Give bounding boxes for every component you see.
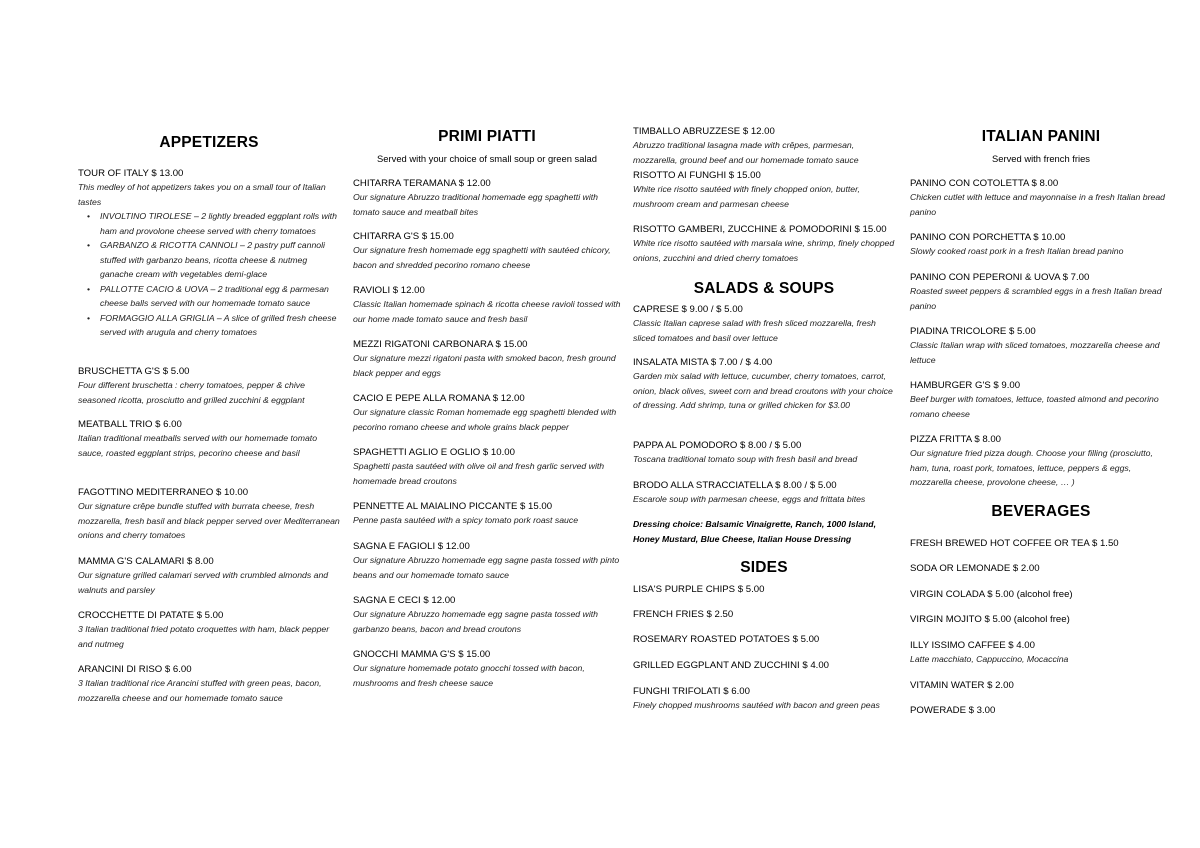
menu-item [353,595,621,636]
item-name: CHITARRA TERAMANA $ 12.00 [353,178,491,189]
menu-item [633,609,895,621]
item-desc: Garden mix salad with lettuce, cucumber, cherry tomatoes, carrot, onion, black olives, sweet corn and bread croutons with your choice of dressing. Add shrimp, tuna or grilled chicken for $3.00 [633,371,893,410]
item-name: GRILLED EGGPLANT AND ZUCCHINI $ 4.00 [633,660,830,671]
item-name: MEZZI RIGATONI CARBONARA $ 15.00 [353,339,528,350]
menu-item [910,326,1172,367]
item-name: TIMBALLO ABRUZZESE $ 12.00 [633,126,775,137]
menu-item [910,563,1172,575]
item-desc: Finely chopped mushrooms sautéed with bacon and green peas [633,700,880,710]
menu-item [353,649,621,690]
item-desc: Escarole soup with parmesan cheese, eggs and frittata bites [633,494,866,504]
item-name: HAMBURGER G'S $ 9.00 [910,380,1021,391]
item-name: FRESH BREWED HOT COFFEE OR TEA $ 1.50 [910,538,1119,549]
item-name: FAGOTTINO MEDITERRANEO $ 10.00 [78,487,249,498]
menu-item [910,614,1172,626]
menu-item [353,501,621,528]
menu-item [910,434,1172,490]
menu-item [78,419,340,460]
item-desc: Our signature fried pizza dough. Choose your filling (prosciutto, ham, tuna, roast pork, tomatoes, lettuce, peppers & eggs, mozzarella cheese, provolone cheese, … ) [910,448,1153,487]
item-desc: Our signature classic Roman homemade egg spaghetti blended with pecorino romano cheese and whole grains black pepper [353,407,617,432]
menu-item [633,224,895,265]
item-desc: Latte macchiato, Cappuccino, Mocaccina [910,654,1069,664]
item-desc: Our signature Abruzzo homemade egg sagne pasta tossed with garbanzo beans, bacon and bread croutons [353,609,599,634]
menu-item [633,304,895,345]
menu-item [633,170,895,211]
item-desc: Roasted sweet peppers & scrambled eggs in a fresh Italian bread panino [910,286,1162,311]
item-name: RISOTTO AI FUNGHI $ 15.00 [633,170,761,181]
menu-item [78,556,340,597]
item-name: SAGNA E FAGIOLI $ 12.00 [353,541,470,552]
sides-heading: SIDES [740,559,788,576]
menu-item [78,366,340,407]
menu-item [633,480,895,507]
menu-item [910,705,1172,717]
item-desc: Classic Italian caprese salad with fresh sliced mozzarella, fresh sliced tomatoes and basil over lettuce [633,318,876,343]
item-name: POWERADE $ 3.00 [910,705,996,716]
item-desc: 3 Italian traditional rice Arancini stuffed with green peas, bacon, mozzarella cheese and our homemade tomato sauce [78,678,322,703]
item-name: LISA'S PURPLE CHIPS $ 5.00 [633,584,765,595]
item-name: CAPRESE $ 9.00 / $ 5.00 [633,304,743,315]
item-name: MAMMA G'S CALAMARI $ 8.00 [78,556,214,567]
menu-item [353,339,621,380]
item-desc: Classic Italian wrap with sliced tomatoes, mozzarella cheese and lettuce [910,340,1160,365]
panini-subtitle: Served with french fries [992,153,1090,164]
menu-item [78,610,340,651]
menu-item [78,664,340,705]
item-name: GNOCCHI MAMMA G'S $ 15.00 [353,649,491,660]
menu-item [910,640,1172,667]
item-desc: This medley of hot appetizers takes you on a small tour of Italian tastes [78,182,326,207]
item-desc: White rice risotto sautéed with marsala wine, shrimp, finely chopped onions, zucchini and dried cherry tomatoes [633,238,895,263]
item-name: PENNETTE AL MAIALINO PICCANTE $ 15.00 [353,501,553,512]
item-name: ILLY ISSIMO CAFFEE $ 4.00 [910,640,1035,651]
item-name: PANINO CON COTOLETTA $ 8.00 [910,178,1059,189]
item-name: VIRGIN COLADA $ 5.00 (alcohol free) [910,589,1073,600]
item-name: MEATBALL TRIO $ 6.00 [78,419,182,430]
menu-item [633,126,895,167]
bullet-list [78,209,340,340]
menu-item [353,285,621,326]
item-name: RAVIOLI $ 12.00 [353,285,425,296]
item-desc: Four different bruschetta : cherry tomatoes, pepper & chive seasoned ricotta, prosciutto and grilled zucchini & eggplant [78,380,305,405]
menu-item [353,231,621,272]
menu-item [633,584,895,596]
salads-heading: SALADS & SOUPS [693,280,835,297]
menu-item [910,538,1172,550]
item-desc: Our signature Abruzzo traditional homemade egg spaghetti with tomato sauce and meatball bites [353,192,598,217]
primi-heading: PRIMI PIATTI [438,128,536,145]
item-name: RISOTTO GAMBERI, ZUCCHINE & POMODORINI $ 15.00 [633,224,887,235]
item-name: VIRGIN MOJITO $ 5.00 (alcohol free) [910,614,1070,625]
item-desc: Our signature crêpe bundle stuffed with burrata cheese, fresh mozzarella, fresh basil and black pepper served over Mediterranean onions and cherry tomatoes [78,501,340,540]
item-desc: Chicken cutlet with lettuce and mayonnaise in a fresh Italian bread panino [910,192,1165,217]
item-name: CROCCHETTE DI PATATE $ 5.00 [78,610,224,621]
item-desc: Toscana traditional tomato soup with fresh basil and bread [633,454,858,464]
item-name: SODA OR LEMONADE $ 2.00 [910,563,1040,574]
item-name: VITAMIN WATER $ 2.00 [910,680,1014,691]
appetizers-heading: APPETIZERS [159,134,259,151]
menu-item [910,589,1172,601]
menu-item [633,634,895,646]
menu-item [633,357,895,413]
menu-item [910,232,1172,259]
item-name: ARANCINI DI RISO $ 6.00 [78,664,192,675]
item-desc: Slowly cooked roast pork in a fresh Italian bread panino [910,246,1124,256]
item-desc: Spaghetti pasta sautéed with olive oil and fresh garlic served with homemade bread croutons [353,461,605,486]
item-desc: 3 Italian traditional fried potato croquettes with ham, black pepper and nutmeg [78,624,330,649]
dressing-note: Dressing choice: Balsamic Vinaigrette, Ranch, 1000 Island, Honey Mustard, Blue Cheese, Italian House Dressing [633,519,877,544]
item-name: PIZZA FRITTA $ 8.00 [910,434,1001,445]
item-name: ROSEMARY ROASTED POTATOES $ 5.00 [633,634,820,645]
menu-item [353,393,621,434]
bullet-item: • FORMAGGIO ALLA GRIGLIA – A slice of grilled fresh cheese served with arugula and cherry tomatoes [100,311,340,340]
item-desc: White rice risotto sautéed with finely chopped onion, butter, mushroom cream and parmesan cheese [633,184,860,209]
menu-item [353,178,621,219]
menu-item [910,380,1172,421]
item-name: FRENCH FRIES $ 2.50 [633,609,734,620]
primi-subtitle: Served with your choice of small soup or green salad [377,153,597,164]
menu-item [633,686,895,713]
menu-item [910,680,1172,692]
item-desc: Our signature homemade potato gnocchi tossed with bacon, mushrooms and fresh cheese sauce [353,663,585,688]
panini-heading: ITALIAN PANINI [981,128,1101,145]
item-desc: Italian traditional meatballs served with our homemade tomato sauce, roasted eggplant strips, pecorino cheese and basil [78,433,318,458]
bullet-item: • GARBANZO & RICOTTA CANNOLI – 2 pastry puff cannoli stuffed with garbanzo beans, ricotta cheese & nutmeg ganache cream with vegetables demi-glace [100,238,340,282]
item-desc: Our signature grilled calamari served with crumbled almonds and walnuts and parsley [78,570,329,595]
item-name: FUNGHI TRIFOLATI $ 6.00 [633,686,750,697]
item-name: PIADINA TRICOLORE $ 5.00 [910,326,1036,337]
item-desc: Abruzzo traditional lasagna made with crêpes, parmesan, mozzarella, ground beef and our homemade tomato sauce [633,140,859,165]
menu-item [910,272,1172,313]
item-name: SAGNA E CECI $ 12.00 [353,595,456,606]
menu-item [633,440,895,467]
item-name: BRODO ALLA STRACCIATELLA $ 8.00 / $ 5.00 [633,480,837,491]
item-name: CACIO E PEPE ALLA ROMANA $ 12.00 [353,393,525,404]
beverages-heading: BEVERAGES [991,503,1091,520]
item-name: TOUR OF ITALY $ 13.00 [78,168,184,179]
item-name: SPAGHETTI AGLIO E OGLIO $ 10.00 [353,447,515,458]
item-desc: Our signature fresh homemade egg spaghetti with sautéed chicory, bacon and shredded pecorino romano cheese [353,245,611,270]
item-name: PANINO CON PEPERONI & UOVA $ 7.00 [910,272,1090,283]
item-name: INSALATA MISTA $ 7.00 / $ 4.00 [633,357,773,368]
item-name: CHITARRA G'S $ 15.00 [353,231,454,242]
bullet-item: • INVOLTINO TIROLESE – 2 lightly breaded eggplant rolls with ham and provolone cheese served with cherry tomatoes [100,209,340,238]
item-desc: Classic Italian homemade spinach & ricotta cheese ravioli tossed with our home made tomato sauce and fresh basil [353,299,621,324]
item-name: PANINO CON PORCHETTA $ 10.00 [910,232,1066,243]
item-desc: Penne pasta sautéed with a spicy tomato pork roast sauce [353,515,579,525]
item-name: PAPPA AL POMODORO $ 8.00 / $ 5.00 [633,440,802,451]
menu-item [78,487,340,543]
item-desc: Beef burger with tomatoes, lettuce, toasted almond and pecorino romano cheese [910,394,1159,419]
menu-item [353,447,621,488]
item-desc: Our signature Abruzzo homemade egg sagne pasta tossed with pinto beans and our homemade tomato sauce [353,555,620,580]
menu-item [633,660,895,672]
menu-item [910,178,1172,219]
bullet-item: • PALLOTTE CACIO & UOVA – 2 traditional egg & parmesan cheese balls served with our homemade tomato sauce [100,282,340,311]
item-name: BRUSCHETTA G'S $ 5.00 [78,366,190,377]
menu-item [353,541,621,582]
item-desc: Our signature mezzi rigatoni pasta with smoked bacon, fresh ground black pepper and eggs [353,353,616,378]
menu-item [78,168,340,340]
